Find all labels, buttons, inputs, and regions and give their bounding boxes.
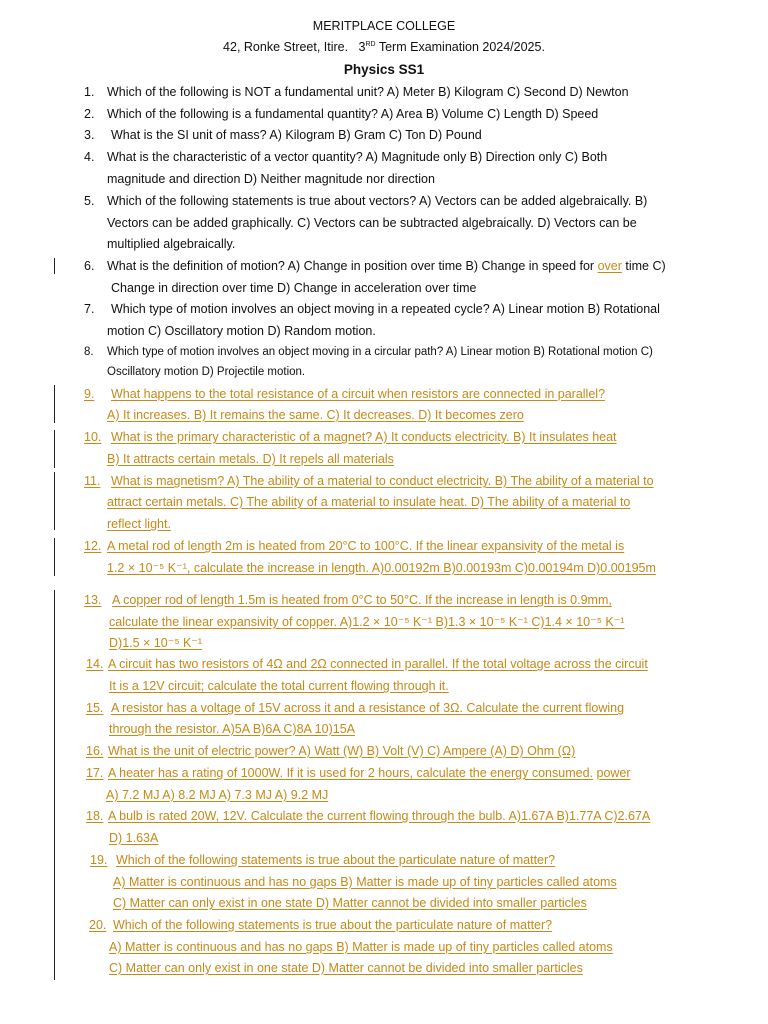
question-text: B) It attracts certain metals. D) It repels all materials [107, 452, 394, 466]
inserted-text: over [597, 259, 622, 273]
question-text-part: What is the definition of motion? A) Change in position over time B) Change in speed for [107, 259, 595, 273]
question-text: Which type of motion involves an object moving in a circular path? A) Linear motion B) Rotational motion C) [107, 346, 653, 358]
question-text: What happens to the total resistance of a circuit when resistors are connected in parallel? [111, 387, 606, 401]
question-number: 2. [84, 107, 95, 121]
question-text: reflect light. [107, 517, 171, 531]
question-text: through the resistor. A)5A B)6A C)8A 10)15A [109, 722, 355, 736]
question-text: Which of the following is a fundamental quantity? A) Area B) Volume C) Length D) Speed [107, 107, 599, 121]
question-number: 13. [84, 593, 102, 607]
question-text: calculate the linear expansivity of copper. A)1.2 × 10⁻⁵ K⁻¹ B)1.3 × 10⁻⁵ K⁻¹ C)1.4 × 10⁻⁵ K⁻¹ [109, 615, 625, 629]
question-text-part: time C) [621, 259, 666, 273]
question-text: A) It increases. B) It remains the same. C) It decreases. D) It becomes zero [107, 408, 524, 422]
question-number: 15. [86, 701, 104, 715]
change-bar [54, 538, 55, 576]
question-text: A copper rod of length 1.5m is heated from 0°C to 50°C. If the increase in length is 0.9mm, [112, 593, 612, 607]
question-number: 6. [84, 259, 95, 273]
question-text: D)1.5 × 10⁻⁵ K⁻¹ [109, 636, 203, 650]
change-bar [54, 472, 55, 530]
question-text: A) Matter is continuous and has no gaps B) Matter is made up of tiny particles called atoms [113, 875, 617, 889]
question-text: A) Matter is continuous and has no gaps B) Matter is made up of tiny particles called atoms [109, 940, 613, 954]
question-text: attract certain metals. C) The ability of a material to insulate heat. D) The ability of a material to [107, 495, 631, 509]
question-text: What is magnetism? A) The ability of a material to conduct electricity. B) The ability of a material to [111, 474, 654, 488]
question-text: C) Matter can only exist in one state D) Matter cannot be divided into smaller particles [109, 961, 583, 975]
question-number: 5. [84, 194, 95, 208]
question-text: multiplied algebraically. [107, 237, 236, 251]
question-number: 11. [84, 474, 101, 488]
question-text [107, 259, 666, 274]
question-text: Which of the following is NOT a fundamental unit? A) Meter B) Kilogram C) Second D) Newton [107, 85, 629, 99]
question-number: 18. [86, 809, 104, 823]
question-number: 12. [84, 539, 102, 553]
question-number: 17. [86, 766, 104, 780]
change-bar [54, 385, 55, 423]
question-text: What is the unit of electric power? A) Watt (W) B) Volt (V) C) Ampere (A) D) Ohm (Ω) [108, 744, 576, 758]
school-name: MERITPLACE COLLEGE [312, 19, 456, 33]
change-bar [54, 430, 55, 468]
question-text: D) 1.63A [109, 831, 159, 845]
question-text: 1.2 × 10⁻⁵ K⁻¹, calculate the increase in length. A)0.00192m B)0.00193m C)0.00194m D)0.00195m [107, 561, 656, 575]
exam-title: Term Examination 2024/2025. [378, 40, 545, 54]
question-text: magnitude and direction D) Neither magnitude nor direction [107, 172, 435, 186]
question-text: Which of the following statements is true about vectors? A) Vectors can be added algebraically. B) [107, 194, 648, 208]
question-number: 16. [86, 744, 104, 758]
question-text: A metal rod of length 2m is heated from 20°C to 100°C. If the linear expansivity of the metal is [107, 539, 625, 553]
question-text: A circuit has two resistors of 4Ω and 2Ω connected in parallel. If the total voltage across the circuit [108, 657, 648, 671]
question-text: Vectors can be added graphically. C) Vectors can be subtracted algebraically. D) Vectors can be [107, 216, 637, 230]
question-text: C) Matter can only exist in one state D) Matter cannot be divided into smaller particles [113, 896, 587, 910]
question-text: Oscillatory motion D) Projectile motion. [107, 366, 306, 378]
question-number: 9. [84, 387, 95, 401]
question-number: 10. [84, 430, 102, 444]
question-text: A) 7.2 MJ A) 8.2 MJ A) 7.3 MJ A) 9.2 MJ [106, 788, 329, 802]
subject-title: Physics SS1 [343, 62, 425, 77]
question-number: 7. [84, 302, 95, 316]
question-text: Which of the following statements is true about the particulate nature of matter? [113, 918, 553, 932]
change-bar [54, 590, 55, 980]
question-text: What is the primary characteristic of a magnet? A) It conducts electricity. B) It insulates heat [111, 430, 617, 444]
question-text: Which type of motion involves an object moving in a repeated cycle? A) Linear motion B) Rotational [111, 302, 660, 316]
school-address: 42, Ronke Street, Itire. [223, 40, 349, 54]
question-text: Change in direction over time D) Change in acceleration over time [111, 281, 477, 295]
question-text: What is the characteristic of a vector quantity? A) Magnitude only B) Direction only C) Both [107, 150, 608, 164]
term-ordinal: 3 [358, 40, 366, 54]
question-number: 1. [84, 85, 95, 99]
question-number: 19. [90, 853, 108, 867]
question-text [108, 766, 631, 781]
question-text: A bulb is rated 20W, 12V. Calculate the current flowing through the bulb. A)1.67A B)1.77A C)2.67A [108, 809, 651, 823]
question-text: It is a 12V circuit; calculate the total current flowing through it. [109, 679, 449, 693]
change-bar [54, 258, 55, 274]
question-number: 4. [84, 150, 95, 164]
question-number: 3. [84, 128, 95, 142]
question-number: 14. [86, 657, 104, 671]
question-number: 20. [89, 918, 107, 932]
question-text: Which of the following statements is true about the particulate nature of matter? [116, 853, 556, 867]
question-text: A resistor has a voltage of 15V across it and a resistance of 3Ω. Calculate the current flowing [111, 701, 625, 715]
question-text: motion C) Oscillatory motion D) Random motion. [107, 324, 376, 338]
question-text: What is the SI unit of mass? A) Kilogram B) Gram C) Ton D) Pound [111, 128, 482, 142]
exam-info-line [0, 40, 768, 54]
term-ordinal-suffix: RD [365, 40, 376, 48]
question-text-part: A heater has a rating of 1000W. If it is used for 2 hours, calculate the energy consumed. [108, 766, 594, 780]
inserted-text: power [596, 766, 631, 780]
question-number: 8. [84, 346, 94, 358]
